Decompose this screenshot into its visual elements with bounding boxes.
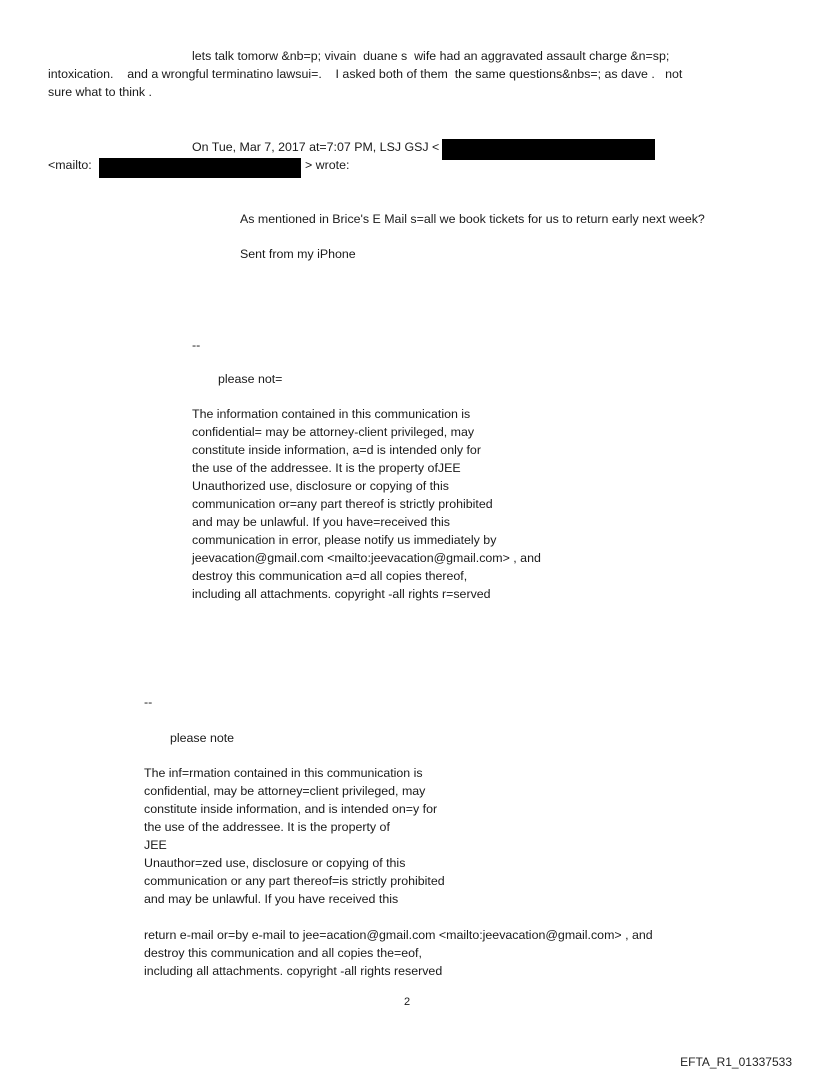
page-number: 2 (404, 996, 411, 1008)
redaction-block (442, 139, 655, 160)
disclaimer2-line: confidential, may be attorney=client privileged, may (144, 784, 426, 798)
quote-header-line: On Tue, Mar 7, 2017 at=7:07 PM, LSJ GSJ < (192, 140, 440, 154)
disclaimer1-line: Unauthorized use, disclosure or copying of this (192, 479, 449, 493)
disclaimer2-heading: please note (170, 731, 235, 745)
disclaimer2-line: The inf=rmation contained in this communication is (144, 766, 423, 780)
quoted-message-line: As mentioned in Brice's E Mail s=all we book tickets for us to return early next week? (240, 212, 705, 226)
disclaimer1-line: including all attachments. copyright -all rights r=served (192, 587, 491, 601)
quote-wrote: > wrote: (305, 158, 350, 172)
reply-line-1: lets talk tomorw &nb=p; vivain duane s wife had an aggravated assault charge &n=sp; (192, 49, 670, 63)
disclaimer1-line: constitute inside information, a=d is intended only for (192, 443, 481, 457)
disclaimer1-line: communication in error, please notify us immediately by (192, 533, 497, 547)
disclaimer1-line: jeevacation@gmail.com <mailto:jeevacation@gmail.com> , and (192, 551, 541, 565)
quote-mailto-prefix: <mailto: (48, 158, 92, 172)
disclaimer1-line: the use of the addressee. It is the property ofJEE (192, 461, 461, 475)
disclaimer2-line: constitute inside information, and is intended on=y for (144, 802, 438, 816)
disclaimer2-line: the use of the addressee. It is the property of (144, 820, 390, 834)
disclaimer1-line: and may be unlawful. If you have=received this (192, 515, 450, 529)
reply-line-3: sure what to think . (48, 85, 152, 99)
redaction-block (99, 158, 301, 178)
disclaimer1-line: destroy this communication a=d all copies thereof, (192, 569, 468, 583)
disclaimer1-line: communication or=any part thereof is strictly prohibited (192, 497, 493, 511)
disclaimer1-line: The information contained in this communication is (192, 407, 471, 421)
disclaimer2-line: communication or any part thereof=is strictly prohibited (144, 874, 445, 888)
disclaimer2-separator: -- (144, 695, 153, 709)
disclaimer1-heading: please not= (218, 372, 283, 386)
disclaimer2-line: return e-mail or=by e-mail to jee=acation@gmail.com <mailto:jeevacation@gmail.com> , and (144, 928, 653, 942)
quoted-message-signature: Sent from my iPhone (240, 247, 356, 261)
disclaimer2-line: destroy this communication and all copies the=eof, (144, 946, 422, 960)
reply-line-2: intoxication. and a wrongful terminatino lawsui=. I asked both of them the same questions&nbs=; as dave . not (48, 67, 683, 81)
disclaimer2-line: Unauthor=zed use, disclosure or copying of this (144, 856, 406, 870)
disclaimer2-line: and may be unlawful. If you have received this (144, 892, 399, 906)
disclaimer1-line: confidential= may be attorney-client privileged, may (192, 425, 475, 439)
disclaimer2-line: JEE (144, 838, 167, 852)
document-id: EFTA_R1_01337533 (680, 1055, 792, 1069)
disclaimer2-line: including all attachments. copyright -all rights reserved (144, 964, 443, 978)
disclaimer1-separator: -- (192, 338, 201, 352)
